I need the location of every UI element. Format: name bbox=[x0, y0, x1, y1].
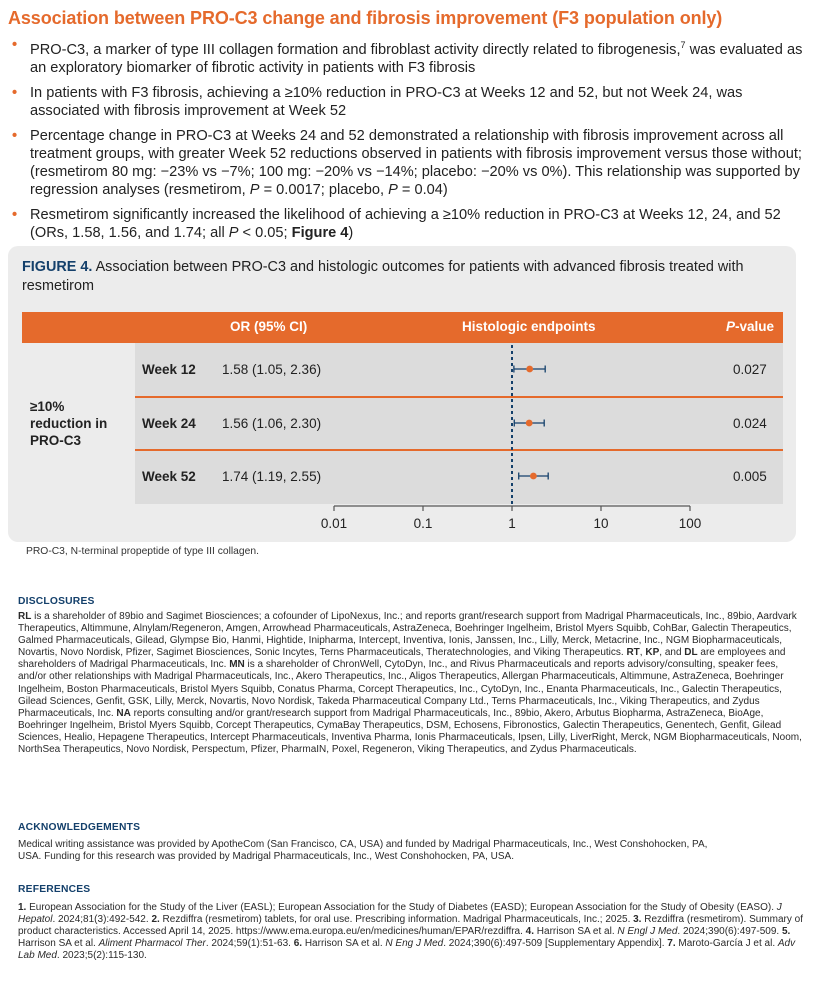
text-run: Maroto-García J et al. bbox=[675, 938, 778, 950]
week-label: Week 52 bbox=[142, 469, 196, 484]
x-tick-label: 100 bbox=[678, 516, 702, 531]
text-run: 7. bbox=[667, 938, 676, 950]
text-run: , and bbox=[659, 647, 685, 659]
references-heading: REFERENCES bbox=[18, 884, 91, 895]
bullet-item: • In patients with F3 fibrosis, achieving a ≥10% reduction in PRO-C3 at Weeks 12 and 52, but not Week 24, was associated with fibrosis improvement at Week 52 bbox=[12, 84, 743, 119]
figure-label: FIGURE 4. bbox=[22, 259, 93, 275]
text-run: . 2023;5(2):115-130. bbox=[56, 950, 147, 962]
text-run: Rezdiffra (resmetirom) tablets, for oral use. Prescribing information. Madrigal Pharmaceuticals, Inc.; 2025. bbox=[159, 914, 634, 926]
text-run: Harrison SA et al. bbox=[534, 926, 618, 938]
or-value: 1.58 (1.05, 2.36) bbox=[222, 362, 322, 377]
bullet-item: • Percentage change in PRO-C3 at Weeks 24 and 52 demonstrated a relationship with fibrosis improvement across all treatment groups, with greater Week 52 reductions observed in patients with fibrosis improvement versus those without; (resmetirom 80 mg: −23% vs −7%; 100 mg: −20% vs −14%; placebo: −20% vs 0%). This relationship was supported by regression analyses (resmetirom, P = 0.0017; placebo, P = 0.04) bbox=[12, 127, 802, 198]
bullet-item: • Resmetirom significantly increased the likelihood of achieving a ≥10% reduction in PRO-C3 at Weeks 12, 24, and 52 (ORs, 1.58, 1.56, and 1.74; all P < 0.05; Figure 4) bbox=[12, 206, 781, 241]
references-text bbox=[18, 902, 803, 962]
or-point bbox=[530, 473, 537, 480]
or-value: 1.56 (1.06, 2.30) bbox=[222, 416, 322, 431]
p-value: 0.005 bbox=[733, 469, 767, 484]
p-value: 0.024 bbox=[733, 416, 767, 431]
bullet-dot: • bbox=[12, 84, 18, 101]
row-group-label: ≥10% reduction in PRO-C3 bbox=[30, 399, 108, 448]
text-run: MN bbox=[229, 659, 245, 671]
p-value: 0.027 bbox=[733, 362, 767, 377]
or-point bbox=[526, 366, 533, 373]
or-value: 1.74 (1.19, 2.55) bbox=[222, 469, 322, 484]
header-pvalue: P-value bbox=[726, 319, 775, 334]
text-run: N Eng J Med bbox=[385, 938, 444, 950]
text-run: Adv Lab Med bbox=[18, 938, 796, 962]
text-run: reports consulting and/or grant/research support from Madrigal Pharmaceuticals, Inc., 89bio, Akero, Arbutus Biopharma, AstraZeneca, BioAge, Boehringer Ingelheim, Bristol Myers Squibb, Corcept Therapeutics, CymaBay Therapeutics, DSM, Echosens, Fibronostics, Galectin Therapeutics, Genentech, Genfit, Gilead Sciences, Healio, Hepagene Therapeutics, Intercept Pharmaceuticals, Inventiva Pharma, Ionis Pharmaceuticals, Ipsen, Lilly, LiverRight, Merck, NGM Biopharmaceuticals, Noom, NorthSea Therapeutics, Novo Nordisk, Perspectum, Pfizer, PharmaIN, Poxel, Regeneron, Viking Therapeutics, and Zydus Pharmaceuticals. bbox=[18, 707, 802, 756]
bullet-dot: • bbox=[12, 206, 18, 223]
bullet-dot: • bbox=[12, 37, 18, 53]
text-run: 5. bbox=[781, 926, 791, 938]
header-endpoints: Histologic endpoints bbox=[462, 319, 596, 334]
text-run: is a shareholder of 89bio and Sagimet Biosciences; a cofounder of LipoNexus, Inc.; and reports grant/research support from Madrigal Pharmaceuticals, Inc., 89bio, Aardvark Therapeutics, Altimmune, Alnylam/Regeneron, Amgen, Arrowhead Pharmaceuticals, AstraZeneca, Boehringer Ingelheim, Bristol Myers Squibb, CohBar, Galectin Therapeutics, Galmed Pharmaceuticals, Gilead, Glympse Bio, Hanmi, Hightide, Inipharma, Intercept, Inventiva, Ionis, Janssen, Inc., Lilly, Merck, Metacrine, Inc., NGM Biopharmaceuticals, Novartis, Novo Nordisk, Pfizer, Sagimet Biosciences, Sonic Incytes, Terns Pharmaceuticals, Theratechnologies, and Viking Therapeutics. bbox=[18, 611, 797, 659]
text-run: is a shareholder of ChronWell, CytoDyn, Inc., and Rivus Pharmaceuticals and reports advisory/consulting, speaker fees, and/or other relationships with Madrigal Pharmaceuticals, Inc., Akero Therapeutics, Inc., Aligos Therapeutics, Allergan Pharmaceuticals, Altimmune, AstraZeneca, Boehringer Ingelheim, Boston Pharmaceuticals, Bristol Myers Squibb, Conatus Pharma, Corcept Therapeutics, Inc., CytoDyn, Inc., Enanta Pharmaceuticals, Inc., Galectin Therapeutics, Gilead Sciences, Genfit, GSK, Lilly, Merck, Novartis, Novo Nordisk, Takeda Pharmaceutical Company Ltd., Terns Pharmaceuticals, Inc., Viking Therapeutics, and Zydus Pharmaceuticals, Inc. bbox=[18, 659, 784, 719]
text-run: 2. bbox=[151, 914, 160, 926]
week-label: Week 24 bbox=[142, 416, 196, 431]
bullet-dot: • bbox=[12, 127, 18, 144]
text-run: N Engl J Med bbox=[617, 926, 678, 938]
text-run: RL bbox=[18, 611, 32, 622]
text-run: . 2024;81(3):492-542. bbox=[52, 914, 152, 926]
text-run: 1. bbox=[18, 902, 27, 913]
text-run: KP bbox=[645, 647, 660, 659]
text-run: DL bbox=[684, 647, 698, 659]
section-title: Association between PRO-C3 change and fibrosis improvement (F3 population only) bbox=[8, 8, 723, 28]
text-run: Harrison SA et al. bbox=[302, 938, 386, 950]
text-run: Aliment Pharmacol Ther bbox=[98, 938, 206, 950]
bullet-item: • PRO-C3, a marker of type III collagen formation and fibroblast activity directly related to fibrogenesis,$^7$ was evaluated as an exploratory biomarker of fibrotic activity in patients with F3 fibrosis bbox=[12, 37, 803, 76]
text-run: . 2024;59(1):51-63. bbox=[205, 938, 294, 950]
text-run: J Hepatol bbox=[18, 902, 782, 926]
text-run: European Association for the Study of the Liver (EASL); European Association for the Study of Diabetes (EASD); European Association for the Study of Obesity (EASO). bbox=[26, 902, 777, 913]
text-run: . 2024;390(6):497-509 [Supplementary Appendix]. bbox=[443, 938, 668, 950]
x-tick-label: 0.1 bbox=[413, 516, 433, 531]
text-run: Rezdiffra (resmetirom). Summary of product characteristics. Accessed April 14, 2025. https://www.ema.europa.eu/en/medicines/human/EPAR/rezdiffra. bbox=[18, 914, 803, 938]
x-tick-label: 0.01 bbox=[320, 516, 348, 531]
x-tick-label: 1 bbox=[508, 516, 516, 531]
text-run: 4. bbox=[525, 926, 535, 938]
disclosures-text bbox=[18, 611, 803, 756]
x-tick-label: 10 bbox=[593, 516, 609, 531]
acknowledgements-heading: ACKNOWLEDGEMENTS bbox=[18, 822, 141, 833]
text-run: , bbox=[639, 647, 646, 659]
text-run: 6. bbox=[293, 938, 303, 950]
text-run: Harrison SA et al. bbox=[18, 938, 99, 950]
header-or: OR (95% CI) bbox=[230, 319, 308, 334]
text-run: . 2024;390(6):497-509. bbox=[677, 926, 782, 938]
or-point bbox=[526, 420, 533, 427]
text-run: are employees and shareholders of Madrigal Pharmaceuticals, Inc. bbox=[18, 647, 786, 671]
week-label: Week 12 bbox=[142, 362, 196, 377]
acknowledgements-text: Medical writing assistance was provided by ApotheCom (San Francisco, CA, USA) and funded by Madrigal Pharmaceuticals, Inc., West Conshohocken, PA, USA. Funding for this research was provided by Madrigal Pharmaceuticals, Inc., West Conshohocken, PA, USA. bbox=[18, 839, 708, 863]
figure-caption: FIGURE 4. Association between PRO-C3 and histologic outcomes for patients with advanced fibrosis treated with resmetirom bbox=[22, 259, 744, 294]
text-run: RT bbox=[626, 647, 640, 659]
figure-footnote: PRO-C3, N-terminal propeptide of type III collagen. bbox=[26, 546, 259, 557]
text-run: NA bbox=[116, 707, 131, 719]
text-run: 3. bbox=[633, 914, 642, 926]
disclosures-heading: DISCLOSURES bbox=[18, 596, 95, 607]
